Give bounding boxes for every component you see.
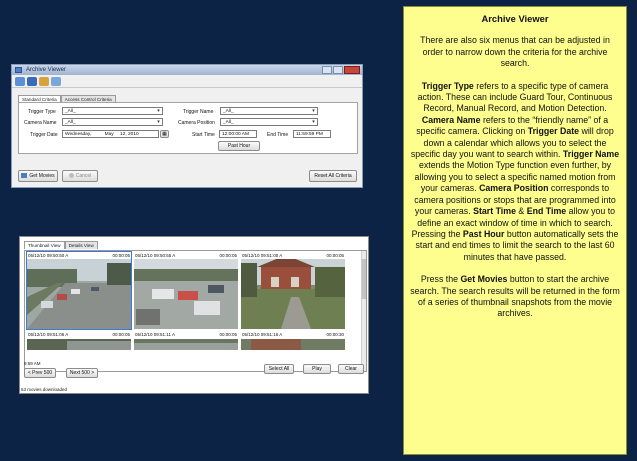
window-title: Archive Viewer [26,67,66,73]
thumbnail-duration: 00:00:05 [326,253,344,258]
start-time-input[interactable] [219,130,257,138]
chevron-down-icon: ▾ [157,108,160,114]
text-segment: refers to the “friendly name” of a specific camera. Clicking on [416,114,609,137]
camera-position-value: _All_ [223,120,234,125]
term-end-time: End Time [526,206,567,217]
camera-name-select[interactable] [62,118,163,126]
thumbnail-grid [24,250,367,372]
thumbnail-item[interactable] [241,252,345,329]
thumbnail-image [134,259,238,329]
toolbar-archive-icon[interactable] [27,77,37,86]
thumbnail-item[interactable] [27,252,131,329]
tab-thumbnail-view[interactable]: Thumbnail View [24,241,65,249]
start-time-value: 12:00:00 AM [222,132,249,137]
term-trigger-date: Trigger Date [527,126,580,137]
tab-standard-criteria[interactable]: Standard Criteria [18,95,61,102]
text-segment: extends the Motion Type function even further, by allowing you to select a specific named motion from your cameras. [414,160,616,194]
term-camera-name: Camera Name [421,114,481,125]
thumbnail-image [27,338,131,350]
camera-position-label: Camera Position [178,120,215,126]
description-get-movies [410,274,620,320]
close-button[interactable] [344,66,360,74]
cancel-button[interactable] [62,170,98,182]
thumbnail-timestamp: 05/12/10 09:51:16 A [242,332,283,337]
time-left: 9:59 AM [24,361,41,366]
term-past-hour: Past Hour [462,228,505,239]
description-panel [403,6,627,455]
past-hour-button[interactable]: Past Hour [218,141,260,151]
trigger-type-select[interactable] [62,107,163,115]
text-segment: corresponds to camera positions or stops that are programmed into your cameras. [414,183,616,217]
thumbnail-timestamp: 05/12/10 09:51:00 A [242,253,283,258]
term-trigger-name: Trigger Name [562,149,620,160]
grid-scrollbar[interactable] [361,251,366,371]
trigger-name-label: Trigger Name [183,109,214,115]
film-icon [21,173,27,178]
prev-500-button[interactable]: < Prev 500 [24,368,56,378]
trigger-name-value: _All_ [223,109,234,114]
chevron-down-icon: ▾ [312,119,315,125]
status-text: 53 movies downloaded [21,387,68,392]
maximize-button[interactable] [333,66,343,74]
cancel-label: Cancel [75,173,92,179]
start-time-label: Start Time [192,132,215,138]
thumbnail-timestamp: 05/12/10 09:50:55 A [135,253,176,258]
chevron-down-icon: ▾ [312,108,315,114]
thumbnail-image [241,259,345,329]
text-segment: refers to a specific type of camera action. These can include Guard Tour, Continuous Record, Manual Record, and Motion Detection. [417,80,613,114]
end-time-value: 11:59:59 PM [296,132,323,137]
cancel-icon [69,173,74,178]
thumbnail-timestamp: 05/12/10 09:50:50 A [28,253,69,258]
thumbnail-image [27,259,131,329]
thumbnail-timestamp: 05/12/10 09:51:06 A [28,332,69,337]
trigger-date-day: Wednesday, [65,132,92,137]
description-title: Archive Viewer [481,13,549,24]
description-intro: There are also six menus that can be adjusted in order to narrow down the criteria for the archive search. [420,35,610,69]
get-movies-button[interactable] [18,170,58,182]
toolbar-camera-icon[interactable] [15,77,25,86]
trigger-date-label: Trigger Date [30,132,58,138]
thumbnail-duration: 00:00:05 [219,332,237,337]
trigger-date-picker[interactable] [62,130,159,138]
term-camera-position: Camera Position [479,183,549,194]
camera-name-label: Camera Name [24,120,57,126]
text-segment: button to start the archive search. The search results will be returned in the form of a series of thumbnail snapshots from the movie archives. [410,274,620,319]
term-get-movies: Get Movies [460,274,508,285]
toolbar [12,75,362,88]
description-menus [410,81,620,264]
archive-viewer-window [11,64,363,188]
thumbnail-image [241,338,345,350]
criteria-panel [18,102,358,154]
results-tabs [24,241,98,249]
term-trigger-type: Trigger Type [421,80,474,91]
thumbnail-duration: 00:00:05 [219,253,237,258]
trigger-date-month: May [104,132,114,137]
text-segment: allow you to define an exact window of time in which to search. Pressing the [411,206,616,239]
text-segment: button automatically sets the start and end times to limit the search to the last 60 minutes that have passed. [415,228,619,262]
next-500-button[interactable]: Next 500 > [66,368,98,378]
thumbnail-duration: 00:00:05 [112,253,130,258]
chevron-down-icon: ▾ [157,119,160,125]
criteria-tabs [18,95,116,102]
camera-position-select[interactable] [220,118,318,126]
end-time-label: End Time [267,132,289,138]
tab-details-view[interactable]: Details View [65,241,98,249]
toolbar-folder-icon[interactable] [39,77,49,86]
thumbnail-duration: 00:00:05 [112,332,130,337]
text-segment: will drop down a calendar which allows you to select the specific day you want to search within. [410,126,614,160]
select-all-button[interactable]: Select All [264,364,294,374]
toolbar-settings-icon[interactable] [51,77,61,86]
get-movies-label: Get Movies [29,173,55,179]
text-segment: Press the [420,274,461,285]
thumbnail-duration: 00:00:30 [326,332,344,337]
end-time-input[interactable] [293,130,331,138]
thumbnail-item[interactable] [134,252,238,329]
term-start-time: Start Time [473,206,516,217]
results-window [19,236,369,394]
clear-button[interactable]: Clear [338,364,364,374]
camera-name-value: _All_ [65,120,76,125]
trigger-type-label: Trigger Type [28,109,56,115]
minimize-button[interactable] [322,66,332,74]
text-segment: & [515,206,527,217]
app-icon [15,67,22,73]
thumbnail-item[interactable] [134,331,238,350]
reset-all-criteria-button[interactable]: Reset All Criteria [309,170,357,182]
tab-access-control-criteria[interactable]: Access Control Criteria [61,95,116,102]
trigger-date-daynum: 12, 2010 [119,132,139,137]
trigger-name-select[interactable] [220,107,318,115]
thumbnail-timestamp: 05/12/10 09:51:11 A [135,332,175,337]
thumbnail-item[interactable] [27,331,131,350]
thumbnail-image [134,338,238,350]
trigger-type-value: _All_ [65,109,76,114]
thumbnail-item[interactable] [241,331,345,350]
window-titlebar [12,65,362,75]
scrollbar-thumb[interactable] [362,259,366,299]
play-button[interactable]: Play [303,364,331,374]
calendar-icon[interactable]: ▦ [160,130,169,138]
